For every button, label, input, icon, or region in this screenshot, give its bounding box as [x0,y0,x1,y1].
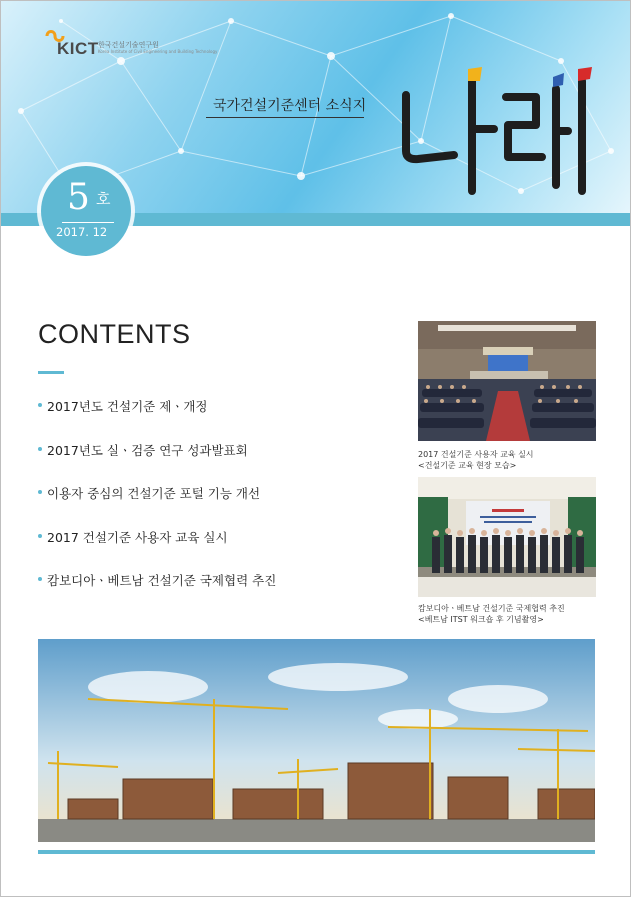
construction-site-photo [38,639,595,842]
contents-underline [38,371,64,374]
photo-caption-education [418,449,534,471]
logo-org-name-en: Korea Institute of Civil Engineering and Building Technology [98,49,218,54]
caption-title: 캄보디아ㆍ베트남 건설기준 국제협력 추진 [418,604,565,613]
bullet-icon [38,447,42,451]
masthead-title [396,63,596,202]
bullet-icon [38,577,42,581]
logo-wordmark: KICT [57,39,99,58]
toc-item[interactable] [38,397,276,414]
issue-suffix: 호 [96,190,111,208]
caption-title: 2017 건설기준 사용자 교육 실시 [418,450,534,459]
photo-international-workshop [418,477,596,597]
construction-cranes-image [38,639,595,842]
bullet-icon [38,490,42,494]
group-photo-image [418,477,596,597]
toc-item[interactable] [38,571,277,588]
newsletter-subtitle: 국가건설기준센터 소식지 [213,98,367,114]
toc-item-label: 캄보디아ㆍ베트남 건설기준 국제협력 추진 [47,573,277,588]
toc-item-label: 2017 건설기준 사용자 교육 실시 [47,529,228,545]
toc-item-label: 2017년도 실ㆍ검증 연구 성과발표회 [47,442,248,458]
toc-item[interactable] [38,441,276,458]
toc-item-label: 2017년도 건설기준 제ㆍ개정 [47,399,208,414]
issue-badge [41,166,131,256]
masthead-logotype [396,63,596,198]
kict-logo [45,27,218,67]
logo-org-name: 한국건설기술연구원 [98,41,159,49]
issue-date: 2017. 12 [56,225,108,239]
subtitle-underline [206,117,364,118]
table-of-contents [38,397,276,615]
photo-education-session [418,321,596,441]
bullet-icon [38,403,42,407]
caption-subtitle: <건설기준 교육 현장 모습> [418,461,517,470]
lecture-hall-image [418,321,596,441]
footer-rule [38,850,595,854]
photo-caption-workshop [418,603,565,625]
toc-item-label: 이용자 중심의 건설기준 포털 기능 개선 [47,486,261,501]
toc-item[interactable] [38,528,276,545]
bullet-icon [38,534,42,538]
caption-subtitle: <베트남 ITST 워크숍 후 기념촬영> [418,615,544,624]
contents-heading: CONTENTS [38,319,191,349]
issue-number: 5 [67,177,90,218]
badge-divider [62,222,114,223]
toc-item[interactable] [38,484,276,501]
